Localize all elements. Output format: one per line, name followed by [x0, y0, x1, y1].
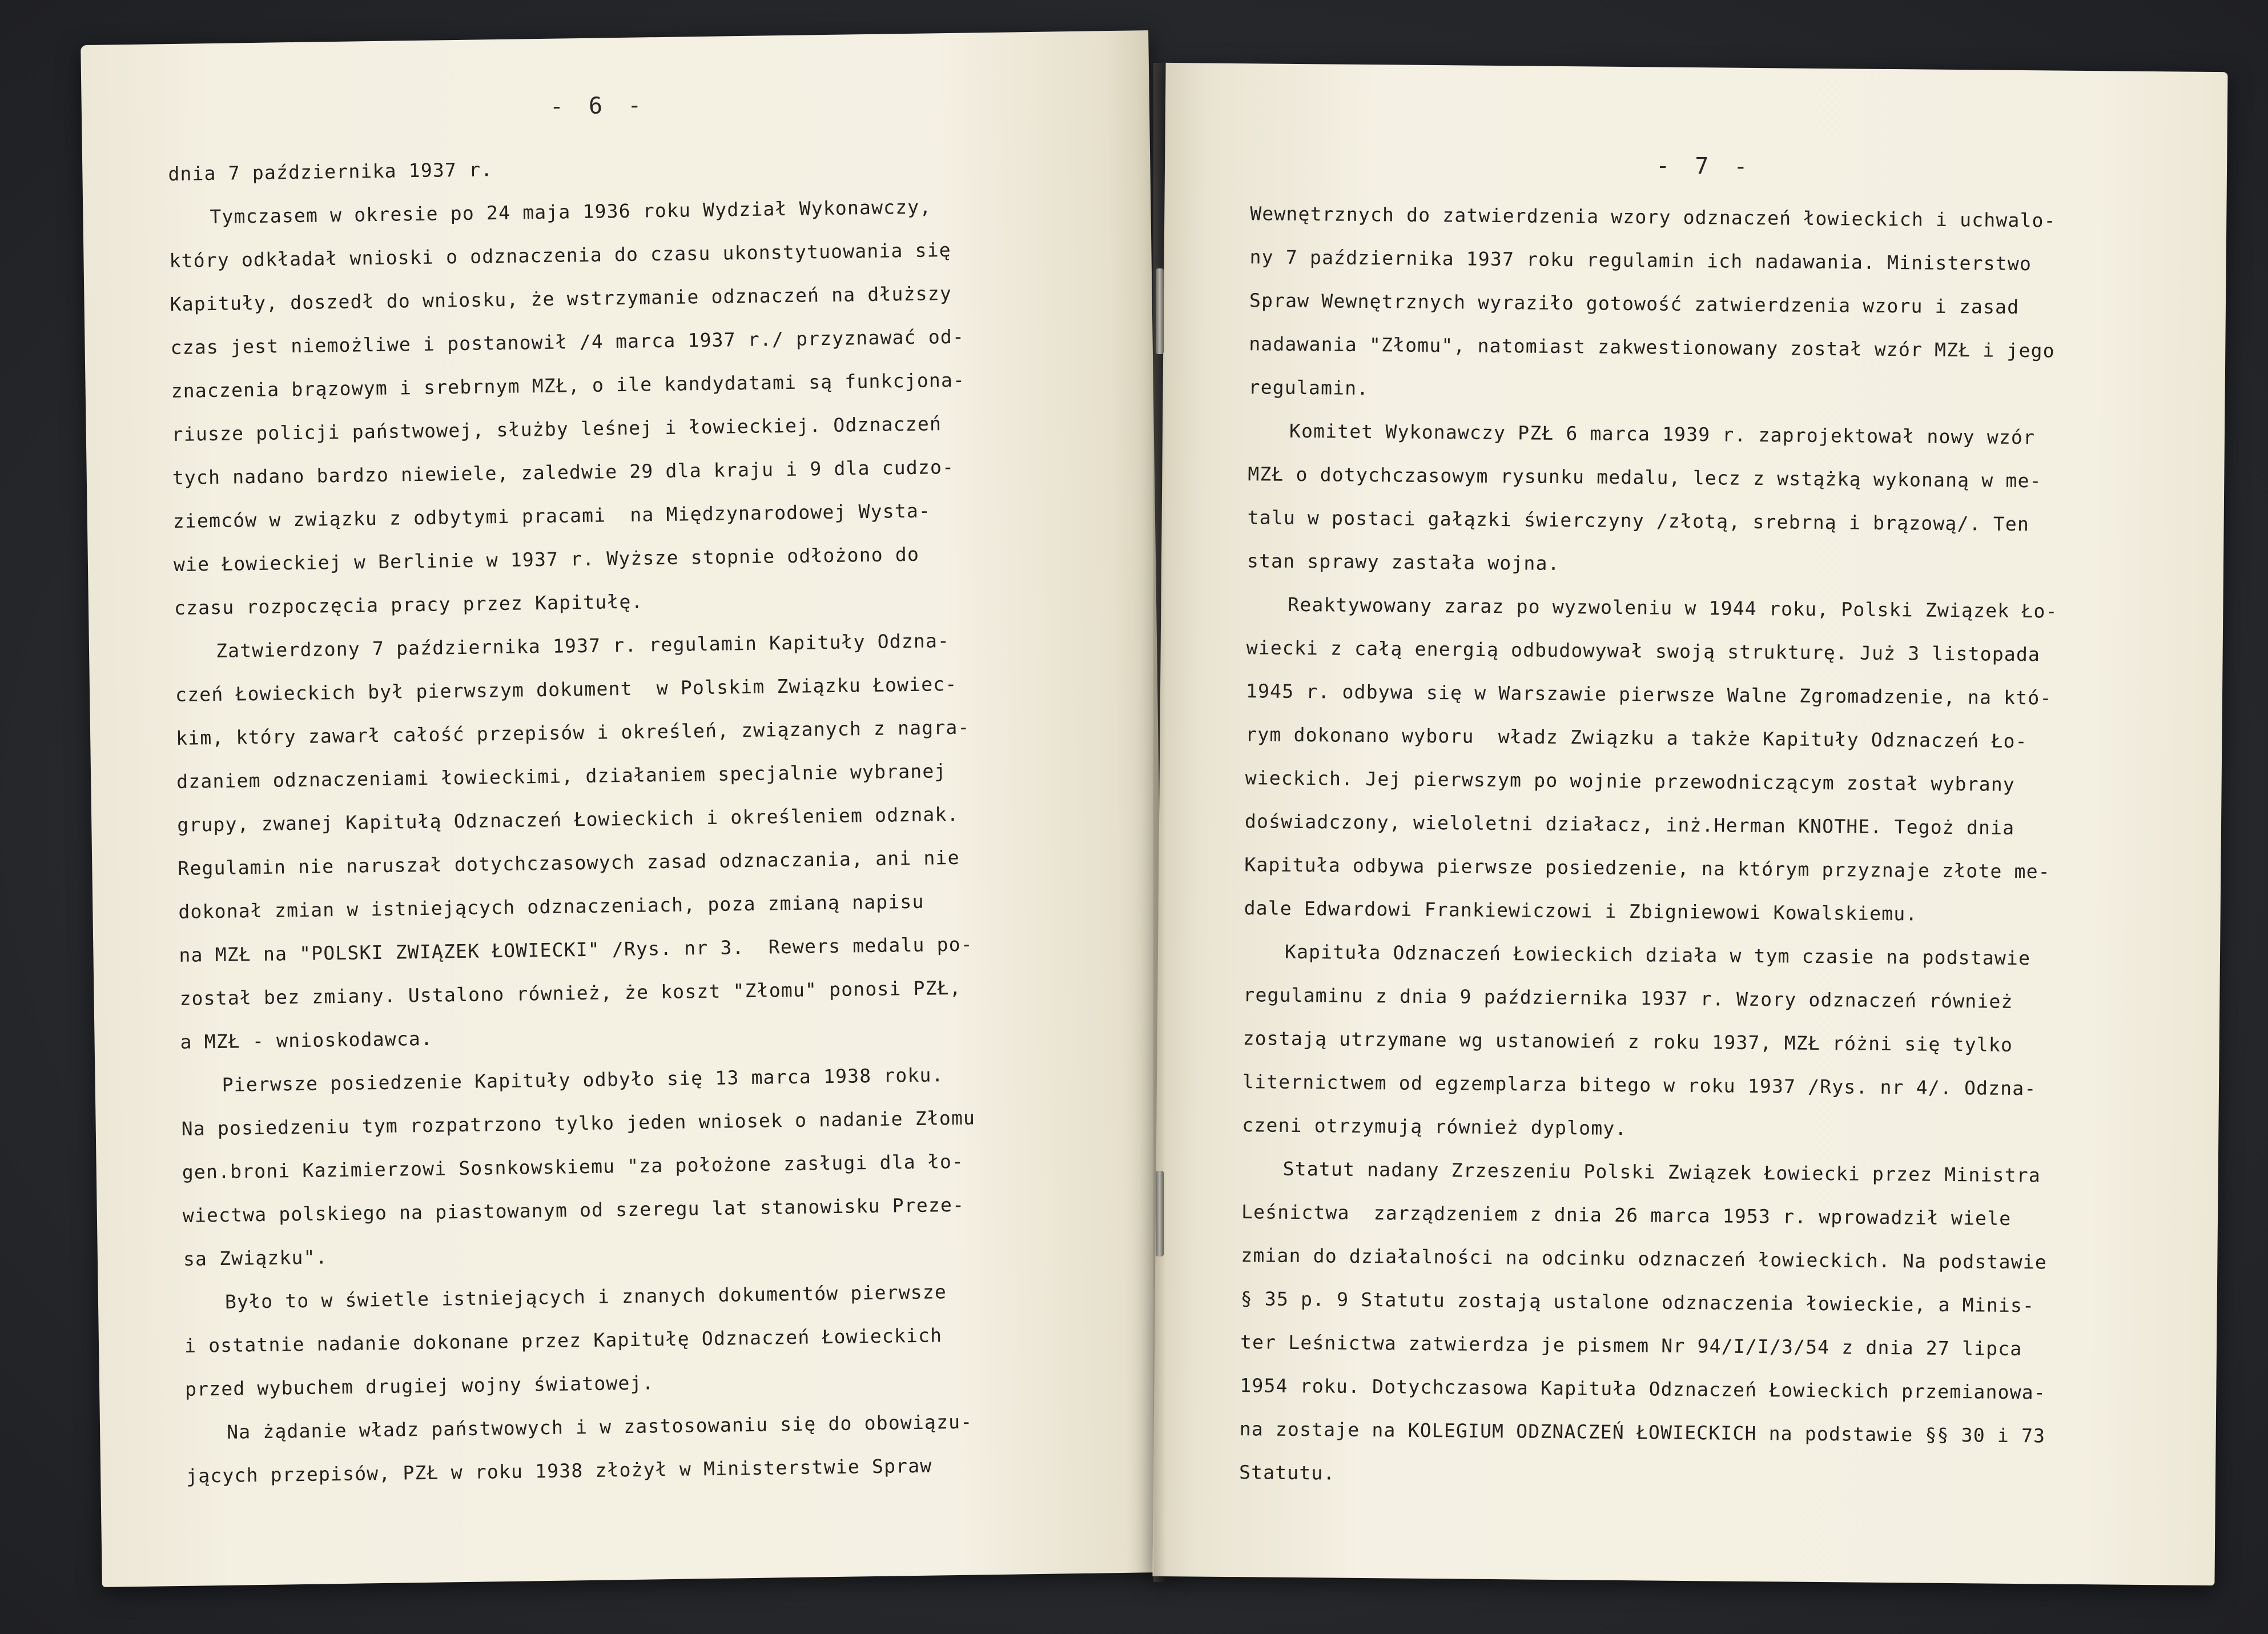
- text-line: dokonał zmian w istniejących odznaczeniach, poza zmianą napisu: [178, 890, 924, 923]
- text-line: czeni otrzymują również dyplomy.: [1242, 1114, 1627, 1140]
- text-line: Kapituła Odznaczeń Łowieckich działa w tym czasie na podstawie: [1284, 940, 2031, 970]
- text-line: Na posiedzeniu tym rozpatrzono tylko jeden wniosek o nadanie Złomu: [181, 1106, 976, 1140]
- text-line: przed wybuchem drugiej wojny światowej.: [184, 1371, 654, 1400]
- text-line: Leśnictwa zarządzeniem z dnia 26 marca 1953 r. wprowadził wiele: [1241, 1201, 2012, 1230]
- text-line: Zatwierdzony 7 października 1937 r. regulamin Kapituły Odzna-: [215, 629, 950, 662]
- text-line: znaczenia brązowym i srebrnym MZŁ, o ile kandydatami są funkcjona-: [171, 368, 966, 403]
- text-line: jących przepisów, PZŁ w roku 1938 złożył w Ministerstwie Spraw: [186, 1454, 932, 1487]
- text-line: rym dokonano wyboru władz Związku a także Kapituły Odznaczeń Ło-: [1245, 723, 2028, 753]
- text-line: 1954 roku. Dotychczasowa Kapituła Odznaczeń Łowieckich przemianowa-: [1240, 1374, 2046, 1404]
- text-line: dale Edwardowi Frankiewiczowi i Zbigniewowi Kowalskiemu.: [1244, 897, 1918, 925]
- text-line: stan sprawy zastała wojna.: [1246, 549, 1560, 575]
- text-line: Było to w świetle istniejących i znanych dokumentów pierwsze: [224, 1280, 947, 1313]
- text-line: zmian do działalności na odcinku odznaczeń łowieckich. Na podstawie: [1241, 1244, 2048, 1274]
- text-line: i ostatnie nadanie dokonane przez Kapitułę Odznaczeń Łowieckich: [184, 1324, 943, 1357]
- text-line: Reaktywowany zaraz po wyzwoleniu w 1944 roku, Polski Związek Ło-: [1288, 593, 2058, 623]
- text-line: Komitet Wykonawczy PZŁ 6 marca 1939 r. zaprojektował nowy wzór: [1289, 419, 2036, 449]
- text-line: riusze policji państwowej, służby leśnej i łowieckiej. Odznaczeń: [171, 412, 942, 446]
- text-line: a MZŁ - wnioskodawca.: [180, 1027, 433, 1053]
- text-line: liternictwem od egzemplarza bitego w roku 1937 /Rys. nr 4/. Odzna-: [1242, 1070, 2037, 1100]
- left-page-number: - 6 -: [549, 92, 648, 120]
- text-line: który odkładał wnioski o odznaczenia do czasu ukonstytuowania się: [169, 238, 952, 272]
- text-line: ny 7 października 1937 roku regulamin ich nadawania. Ministerstwo: [1249, 246, 2032, 275]
- text-line: nadawania "Złomu", natomiast zakwestionowany został wzór MZŁ i jego: [1249, 332, 2055, 362]
- text-line: gen.broni Kazimierzowi Sosnkowskiemu "za położone zasługi dla ło-: [182, 1150, 964, 1183]
- text-line: § 35 p. 9 Statutu zostają ustalone odznaczenia łowieckie, a Minis-: [1240, 1287, 2035, 1317]
- text-line: Tymczasem w okresie po 24 maja 1936 roku Wydział Wykonawczy,: [210, 195, 932, 228]
- text-line: regulamin.: [1248, 376, 1369, 400]
- text-line: wieckich. Jej pierwszym po wojnie przewodniczącym został wybrany: [1245, 766, 2016, 796]
- text-line: zostają utrzymane wg ustanowień z roku 1937, MZŁ różni się tylko: [1242, 1027, 2013, 1056]
- text-line: talu w postaci gałązki świerczyny /złotą, srebrną i brązową/. Ten: [1247, 506, 2030, 536]
- text-line: dzaniem odznaczeniami łowieckimi, działaniem specjalnie wybranej: [176, 760, 947, 793]
- text-line: kim, który zawarł całość przepisów i określeń, związanych z nagra-: [175, 716, 970, 749]
- text-line: czas jest niemożliwe i postanowił /4 marca 1937 r./ przyznawać od-: [170, 325, 965, 359]
- text-line: Spraw Wewnętrznych wyraziło gotowość zatwierdzenia wzoru i zasad: [1249, 289, 2020, 318]
- left-page-text: [168, 139, 1112, 1498]
- right-page-text: [1239, 192, 2164, 1502]
- text-line: wie Łowieckiej w Berlinie w 1937 r. Wyższe stopnie odłożono do: [173, 543, 920, 576]
- right-page: [1152, 63, 2227, 1585]
- text-line: Statut nadany Zrzeszeniu Polski Związek Łowiecki przez Ministra: [1282, 1157, 2041, 1187]
- text-line: ter Leśnictwa zatwierdza je pismem Nr 94/I/I/3/54 z dnia 27 lipca: [1240, 1331, 2022, 1360]
- text-line: doświadczony, wieloletni działacz, inż.Herman KNOTHE. Tegoż dnia: [1244, 810, 2015, 839]
- text-line: czasu rozpoczęcia pracy przez Kapitułę.: [174, 590, 644, 619]
- right-page-number: - 7 -: [1655, 152, 1754, 180]
- text-line: regulaminu z dnia 9 października 1937 r. Wzory odznaczeń również: [1243, 983, 2013, 1013]
- text-line: Na żądanie władz państwowych i w zastosowaniu się do obowiązu-: [226, 1410, 973, 1443]
- text-line: Kapituły, doszedł do wniosku, że wstrzymanie odznaczeń na dłuższy: [170, 282, 952, 316]
- text-line: na MZŁ na "POLSKI ZWIĄZEK ŁOWIECKI" /Rys. nr 3. Rewers medalu po-: [179, 933, 974, 966]
- staple: [1156, 1171, 1164, 1256]
- text-line: dnia 7 października 1937 r.: [168, 158, 493, 186]
- text-line: Regulamin nie naruszał dotychczasowych zasad odznaczania, ani nie: [178, 846, 960, 880]
- text-line: Pierwsze posiedzenie Kapituły odbyło się 13 marca 1938 roku.: [222, 1063, 944, 1096]
- text-line: tych nadano bardzo niewiele, zaledwie 29 dla kraju i 9 dla cudzo-: [172, 455, 955, 489]
- text-line: grupy, zwanej Kapitułą Odznaczeń Łowieckich i określeniem odznak.: [177, 802, 959, 836]
- text-line: czeń Łowieckich był pierwszym dokument w Polskim Związku Łowiec-: [175, 672, 958, 706]
- text-line: Statutu.: [1238, 1461, 1336, 1484]
- text-line: sa Związku".: [183, 1246, 328, 1270]
- text-line: 1945 r. odbywa się w Warszawie pierwsze Walne Zgromadzenie, na któ-: [1245, 680, 2052, 709]
- text-line: wiectwa polskiego na piastowanym od szeregu lat stanowisku Preze-: [182, 1193, 965, 1227]
- text-line: został bez zmiany. Ustalono również, że koszt "Złomu" ponosi PZŁ,: [179, 976, 962, 1010]
- text-line: ziemców w związku z odbytymi pracami na Międzynarodowej Wysta-: [172, 499, 931, 533]
- left-page: [81, 30, 1170, 1587]
- text-line: na zostaje na KOLEGIUM ODZNACZEŃ ŁOWIECKICH na podstawie §§ 30 i 73: [1239, 1418, 2046, 1447]
- text-line: wiecki z całą energią odbudowywał swoją strukturę. Już 3 listopada: [1246, 636, 2041, 666]
- text-line: Kapituła odbywa pierwsze posiedzenie, na którym przyznaje złote me-: [1244, 853, 2051, 883]
- text-line: Wewnętrznych do zatwierdzenia wzory odznaczeń łowieckich i uchwalo-: [1250, 202, 2056, 232]
- staple: [1156, 268, 1164, 354]
- text-line: MZŁ o dotychczasowym rysunku medalu, lecz z wstążką wykonaną w me-: [1248, 463, 2042, 492]
